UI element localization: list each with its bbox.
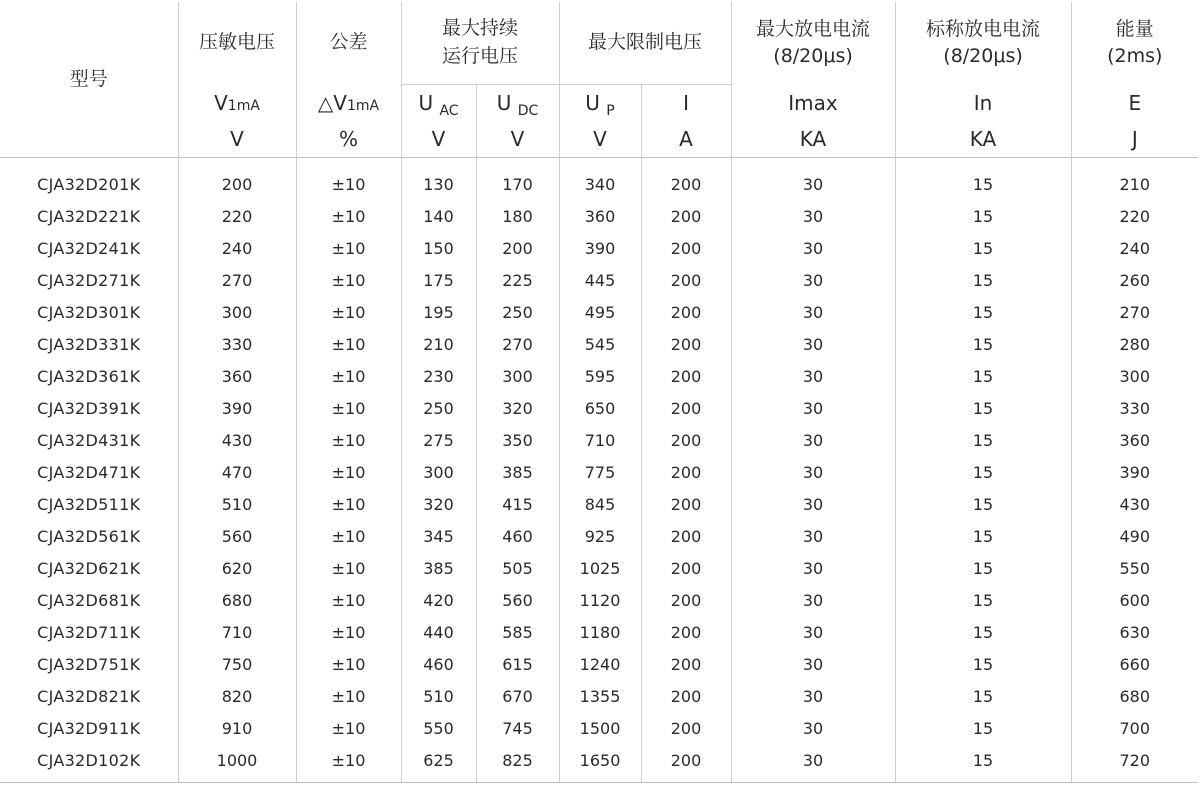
unit-udc: V	[510, 127, 525, 151]
cell-up: 650	[559, 392, 641, 424]
cell-v1ma: 910	[178, 712, 296, 744]
cell-i: 200	[641, 456, 731, 488]
cell-imax: 30	[731, 488, 895, 520]
table-row	[0, 616, 1198, 648]
cell-i: 200	[641, 744, 731, 783]
cell-udc: 385	[476, 456, 559, 488]
table-row	[0, 488, 1198, 520]
cell-in: 15	[895, 424, 1071, 456]
unit-imax: KA	[799, 126, 827, 151]
cell-v1ma: 300	[178, 296, 296, 328]
cell-udc: 615	[476, 648, 559, 680]
cell-udc: 415	[476, 488, 559, 520]
table-row	[0, 744, 1198, 783]
cell-i: 200	[641, 158, 731, 201]
cell-tolerance: ±10	[296, 264, 401, 296]
symbol-udc: U $_{DC}$	[496, 91, 539, 119]
cell-uac: 150	[401, 232, 476, 264]
header-energy-line2: (2ms)	[1107, 45, 1163, 68]
table-row	[0, 328, 1198, 360]
cell-i: 200	[641, 616, 731, 648]
cell-tolerance: ±10	[296, 552, 401, 584]
cell-i: 200	[641, 584, 731, 616]
cell-i: 200	[641, 264, 731, 296]
cell-energy: 240	[1071, 232, 1198, 264]
cell-imax: 30	[731, 328, 895, 360]
table-row	[0, 158, 1198, 201]
cell-energy: 300	[1071, 360, 1198, 392]
cell-v1ma: 1000	[178, 744, 296, 783]
cell-uac: 345	[401, 520, 476, 552]
cell-imax: 30	[731, 680, 895, 712]
cell-up: 1025	[559, 552, 641, 584]
cell-model: CJA32D561K	[0, 520, 178, 552]
cell-imax: 30	[731, 158, 895, 201]
cell-energy: 360	[1071, 424, 1198, 456]
cell-udc: 180	[476, 200, 559, 232]
cell-v1ma: 240	[178, 232, 296, 264]
cell-model: CJA32D821K	[0, 680, 178, 712]
cell-up: 390	[559, 232, 641, 264]
cell-model: CJA32D102K	[0, 744, 178, 783]
header-nominal-discharge-line2: (8/20μs)	[943, 45, 1023, 68]
cell-tolerance: ±10	[296, 296, 401, 328]
cell-imax: 30	[731, 360, 895, 392]
cell-energy: 550	[1071, 552, 1198, 584]
cell-udc: 270	[476, 328, 559, 360]
cell-up: 1500	[559, 712, 641, 744]
cell-up: 1650	[559, 744, 641, 783]
cell-tolerance: ±10	[296, 488, 401, 520]
cell-in: 15	[895, 648, 1071, 680]
cell-up: 1120	[559, 584, 641, 616]
header-tolerance: 公差	[296, 2, 401, 85]
cell-uac: 140	[401, 200, 476, 232]
cell-up: 1355	[559, 680, 641, 712]
cell-up: 775	[559, 456, 641, 488]
cell-i: 200	[641, 520, 731, 552]
cell-model: CJA32D431K	[0, 424, 178, 456]
symbol-energy: E	[1128, 90, 1142, 115]
cell-uac: 420	[401, 584, 476, 616]
cell-model: CJA32D511K	[0, 488, 178, 520]
cell-up: 360	[559, 200, 641, 232]
cell-in: 15	[895, 744, 1071, 783]
cell-imax: 30	[731, 744, 895, 783]
cell-energy: 280	[1071, 328, 1198, 360]
cell-model: CJA32D361K	[0, 360, 178, 392]
symbol-up: U $_P$	[585, 91, 615, 119]
cell-udc: 225	[476, 264, 559, 296]
cell-udc: 585	[476, 616, 559, 648]
header-model: 型号	[0, 2, 178, 158]
cell-in: 15	[895, 360, 1071, 392]
cell-imax: 30	[731, 264, 895, 296]
header-max-discharge-current	[731, 2, 895, 85]
cell-in: 15	[895, 264, 1071, 296]
cell-energy: 720	[1071, 744, 1198, 783]
header-up-cell	[559, 85, 641, 158]
header-tolerance-cell	[296, 85, 401, 158]
cell-imax: 30	[731, 520, 895, 552]
unit-in: KA	[969, 126, 997, 151]
header-in-cell	[895, 85, 1071, 158]
cell-i: 200	[641, 680, 731, 712]
table-row	[0, 264, 1198, 296]
cell-model: CJA32D331K	[0, 328, 178, 360]
cell-uac: 625	[401, 744, 476, 783]
symbol-uac: U $_{AC}$	[418, 91, 459, 119]
cell-i: 200	[641, 296, 731, 328]
cell-uac: 175	[401, 264, 476, 296]
cell-i: 200	[641, 392, 731, 424]
cell-in: 15	[895, 158, 1071, 201]
cell-udc: 670	[476, 680, 559, 712]
cell-model: CJA32D621K	[0, 552, 178, 584]
cell-i: 200	[641, 488, 731, 520]
cell-in: 15	[895, 232, 1071, 264]
cell-up: 925	[559, 520, 641, 552]
cell-up: 445	[559, 264, 641, 296]
table-row	[0, 712, 1198, 744]
cell-up: 595	[559, 360, 641, 392]
cell-model: CJA32D241K	[0, 232, 178, 264]
cell-i: 200	[641, 648, 731, 680]
cell-v1ma: 620	[178, 552, 296, 584]
cell-udc: 350	[476, 424, 559, 456]
cell-in: 15	[895, 488, 1071, 520]
cell-model: CJA32D471K	[0, 456, 178, 488]
cell-tolerance: ±10	[296, 680, 401, 712]
cell-v1ma: 750	[178, 648, 296, 680]
cell-in: 15	[895, 584, 1071, 616]
cell-model: CJA32D711K	[0, 616, 178, 648]
cell-udc: 170	[476, 158, 559, 201]
cell-v1ma: 510	[178, 488, 296, 520]
cell-imax: 30	[731, 616, 895, 648]
table-row	[0, 200, 1198, 232]
cell-udc: 460	[476, 520, 559, 552]
cell-imax: 30	[731, 392, 895, 424]
table-row	[0, 456, 1198, 488]
cell-i: 200	[641, 200, 731, 232]
cell-uac: 195	[401, 296, 476, 328]
cell-model: CJA32D301K	[0, 296, 178, 328]
cell-tolerance: ±10	[296, 648, 401, 680]
cell-imax: 30	[731, 424, 895, 456]
cell-udc: 745	[476, 712, 559, 744]
symbol-tolerance: △V1mA	[317, 90, 380, 115]
cell-energy: 270	[1071, 296, 1198, 328]
header-v1ma-cell	[178, 85, 296, 158]
cell-up: 495	[559, 296, 641, 328]
table-row	[0, 392, 1198, 424]
cell-tolerance: ±10	[296, 584, 401, 616]
cell-imax: 30	[731, 584, 895, 616]
cell-v1ma: 820	[178, 680, 296, 712]
cell-up: 1240	[559, 648, 641, 680]
symbol-imax: Imax	[788, 90, 838, 115]
cell-in: 15	[895, 680, 1071, 712]
header-max-discharge-line1: 最大放电电流	[756, 17, 871, 40]
header-udc-cell	[476, 85, 559, 158]
cell-v1ma: 680	[178, 584, 296, 616]
cell-in: 15	[895, 296, 1071, 328]
cell-energy: 600	[1071, 584, 1198, 616]
cell-up: 710	[559, 424, 641, 456]
cell-tolerance: ±10	[296, 712, 401, 744]
cell-udc: 200	[476, 232, 559, 264]
cell-v1ma: 200	[178, 158, 296, 201]
cell-in: 15	[895, 520, 1071, 552]
cell-i: 200	[641, 360, 731, 392]
cell-v1ma: 470	[178, 456, 296, 488]
table-row	[0, 360, 1198, 392]
cell-energy: 630	[1071, 616, 1198, 648]
header-energy-line1: 能量	[1115, 17, 1154, 40]
header-varistor-voltage: 压敏电压	[178, 2, 296, 85]
cell-uac: 250	[401, 392, 476, 424]
cell-uac: 230	[401, 360, 476, 392]
cell-i: 200	[641, 712, 731, 744]
header-energy-cell	[1071, 85, 1198, 158]
cell-model: CJA32D681K	[0, 584, 178, 616]
cell-udc: 825	[476, 744, 559, 783]
cell-up: 1180	[559, 616, 641, 648]
symbol-in: In	[973, 90, 993, 115]
header-max-continuous-voltage	[401, 2, 559, 85]
cell-in: 15	[895, 200, 1071, 232]
cell-model: CJA32D201K	[0, 158, 178, 201]
cell-v1ma: 560	[178, 520, 296, 552]
table-row	[0, 232, 1198, 264]
cell-udc: 250	[476, 296, 559, 328]
table-row	[0, 520, 1198, 552]
cell-uac: 130	[401, 158, 476, 201]
cell-imax: 30	[731, 296, 895, 328]
cell-energy: 680	[1071, 680, 1198, 712]
cell-imax: 30	[731, 200, 895, 232]
cell-tolerance: ±10	[296, 232, 401, 264]
unit-v1ma: V	[230, 126, 244, 151]
cell-model: CJA32D221K	[0, 200, 178, 232]
symbol-v1ma: V1mA	[214, 90, 260, 115]
cell-i: 200	[641, 552, 731, 584]
table-row	[0, 584, 1198, 616]
cell-model: CJA32D751K	[0, 648, 178, 680]
table-body	[0, 158, 1198, 783]
cell-v1ma: 220	[178, 200, 296, 232]
cell-imax: 30	[731, 648, 895, 680]
cell-imax: 30	[731, 232, 895, 264]
cell-energy: 390	[1071, 456, 1198, 488]
cell-i: 200	[641, 424, 731, 456]
cell-tolerance: ±10	[296, 744, 401, 783]
symbol-i: I	[683, 91, 689, 115]
cell-tolerance: ±10	[296, 200, 401, 232]
cell-uac: 440	[401, 616, 476, 648]
cell-v1ma: 330	[178, 328, 296, 360]
cell-in: 15	[895, 712, 1071, 744]
header-nominal-discharge-current	[895, 2, 1071, 85]
cell-energy: 220	[1071, 200, 1198, 232]
cell-uac: 320	[401, 488, 476, 520]
cell-energy: 210	[1071, 158, 1198, 201]
unit-up: V	[593, 127, 607, 151]
header-max-discharge-line2: (8/20μs)	[773, 45, 853, 68]
unit-energy: J	[1131, 126, 1138, 151]
cell-up: 545	[559, 328, 641, 360]
cell-tolerance: ±10	[296, 456, 401, 488]
cell-up: 340	[559, 158, 641, 201]
header-max-clamping-voltage: 最大限制电压	[559, 2, 731, 85]
cell-imax: 30	[731, 712, 895, 744]
unit-uac: V	[431, 127, 446, 151]
cell-tolerance: ±10	[296, 328, 401, 360]
cell-udc: 320	[476, 392, 559, 424]
cell-udc: 560	[476, 584, 559, 616]
cell-uac: 460	[401, 648, 476, 680]
cell-tolerance: ±10	[296, 520, 401, 552]
unit-tolerance: %	[338, 126, 358, 151]
cell-energy: 660	[1071, 648, 1198, 680]
cell-tolerance: ±10	[296, 392, 401, 424]
cell-imax: 30	[731, 456, 895, 488]
cell-i: 200	[641, 328, 731, 360]
header-i-cell	[641, 85, 731, 158]
table-header	[0, 2, 1198, 158]
cell-tolerance: ±10	[296, 360, 401, 392]
cell-uac: 510	[401, 680, 476, 712]
header-nominal-discharge-line1: 标称放电电流	[926, 17, 1041, 40]
cell-tolerance: ±10	[296, 158, 401, 201]
header-max-continuous-line2: 运行电压	[442, 45, 519, 67]
table-row	[0, 680, 1198, 712]
cell-energy: 330	[1071, 392, 1198, 424]
varistor-spec-table	[0, 2, 1198, 783]
cell-in: 15	[895, 328, 1071, 360]
table-row	[0, 648, 1198, 680]
cell-uac: 300	[401, 456, 476, 488]
header-max-continuous-line1: 最大持续	[442, 17, 519, 40]
cell-uac: 275	[401, 424, 476, 456]
cell-model: CJA32D271K	[0, 264, 178, 296]
cell-udc: 505	[476, 552, 559, 584]
cell-tolerance: ±10	[296, 424, 401, 456]
cell-i: 200	[641, 232, 731, 264]
cell-model: CJA32D391K	[0, 392, 178, 424]
cell-in: 15	[895, 616, 1071, 648]
cell-v1ma: 710	[178, 616, 296, 648]
table-row	[0, 552, 1198, 584]
table-row	[0, 424, 1198, 456]
cell-udc: 300	[476, 360, 559, 392]
cell-in: 15	[895, 392, 1071, 424]
cell-energy: 260	[1071, 264, 1198, 296]
unit-i: A	[679, 127, 693, 151]
cell-uac: 550	[401, 712, 476, 744]
header-imax-cell	[731, 85, 895, 158]
cell-energy: 430	[1071, 488, 1198, 520]
header-uac-cell	[401, 85, 476, 158]
cell-tolerance: ±10	[296, 616, 401, 648]
header-energy	[1071, 2, 1198, 85]
cell-energy: 490	[1071, 520, 1198, 552]
cell-in: 15	[895, 456, 1071, 488]
table-row	[0, 296, 1198, 328]
cell-uac: 210	[401, 328, 476, 360]
cell-model: CJA32D911K	[0, 712, 178, 744]
cell-v1ma: 390	[178, 392, 296, 424]
cell-up: 845	[559, 488, 641, 520]
cell-energy: 700	[1071, 712, 1198, 744]
cell-imax: 30	[731, 552, 895, 584]
cell-uac: 385	[401, 552, 476, 584]
cell-v1ma: 360	[178, 360, 296, 392]
cell-in: 15	[895, 552, 1071, 584]
cell-v1ma: 270	[178, 264, 296, 296]
cell-v1ma: 430	[178, 424, 296, 456]
